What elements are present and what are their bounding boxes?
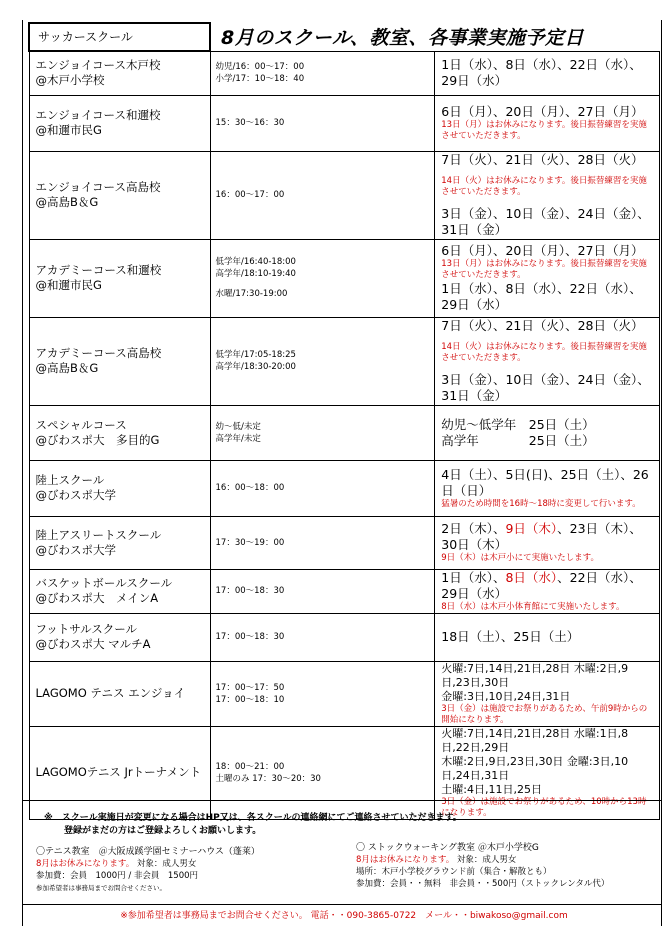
course-dates: 火曜:7日,14日,21日,28日 水曜:1日,8日,22日,29日 [441, 726, 629, 754]
tennis-rest: 8月はお休みになります。 [36, 859, 135, 869]
schedule-table [28, 22, 660, 820]
course-name: アカデミーコース和邇校 [35, 263, 162, 277]
course-time: 高学年/18:30-20:00 [215, 362, 296, 372]
course-note: 3日（金）は施設でお祭りがあるため、午前9時からの開始になります。 [441, 703, 648, 725]
course-venue: @びわスポ大 メインA [35, 591, 159, 605]
table-row [29, 516, 660, 569]
changed-date: 8日（水） [505, 569, 558, 585]
course-dates: 4日（土）、5日(日)、25日（土）、26日（日） [441, 466, 649, 498]
course-venue: @高島B＆G [35, 195, 99, 209]
course-time: 16：00～18：00 [215, 483, 285, 493]
table-row [29, 613, 660, 661]
course-dates: 18日（土）、25日（土） [441, 629, 580, 644]
course-note: 3日（金）は施設でお祭りがあるため、10時から13時になります。 [441, 796, 647, 818]
course-dates: 1日（水）、8日（水）、22日（水）、29日（水） [441, 57, 642, 88]
warning-line: 登録がまだの方はご登録よろしくお願いします。 [64, 826, 262, 836]
course-name: 陸上スクール [35, 473, 105, 487]
table-row [29, 317, 660, 405]
course-note: 猛暑のため時間を16時～18時に変更して行います。 [441, 498, 641, 509]
course-dates: 3日（金）、10日（金）、24日（金）、31日（金） [441, 372, 650, 403]
course-venue: @びわスポ大 多目的G [35, 432, 160, 447]
course-name: LAGOMO テニス エンジョイ [35, 686, 186, 700]
warning-line: ※ スクール実施日が変更になる場合はHP又は、各スクールの連絡網にてご連絡させていただきます。 [44, 813, 462, 823]
page-title: 8月のスクール、教室、各事業実施予定日 [221, 27, 584, 50]
contact-line: ※参加希望者は事務局までお問合せください。 電話・・090-3865-0722 メール・・biwakoso@gmail.com [120, 911, 568, 921]
table-row [29, 460, 660, 516]
table-row [29, 661, 660, 726]
date-text: 、22日（水）、29日（水） [441, 569, 642, 601]
course-dates: 6日（月）、20日（月）、27日（月） [441, 104, 644, 119]
walking-fee: 参加費：会員・・無料 非会員・・500円（ストックレンタル代） [356, 879, 610, 889]
course-dates: 土曜:4日,11日,25日 [441, 782, 542, 796]
course-time: 17：30～19：00 [215, 537, 285, 548]
course-dates [441, 570, 653, 602]
table-row [29, 569, 660, 613]
course-time: 17：00～18：10 [215, 694, 285, 705]
course-name: LAGOMOテニス Jrトーナメント [35, 765, 202, 779]
table-row [29, 95, 660, 151]
table-row [29, 151, 660, 239]
table-row [29, 405, 660, 460]
course-venue: @和邇市民G [35, 278, 102, 292]
course-venue: @和邇市民G [35, 123, 102, 137]
course-dates: 木曜:2日,9日,23日,30日 金曜:3日,10日,24日,31日 [441, 754, 629, 782]
course-venue: @高島B＆G [35, 361, 99, 375]
course-dates: 7日（火）、21日（火）、28日（火） [441, 152, 644, 167]
course-note: 9日（木）は木戸小にて実施いたします。 [441, 553, 599, 563]
course-venue: @びわスポ大学 [35, 488, 116, 502]
date-text: 、23日（木）、30日（木） [441, 521, 642, 552]
course-venue: @びわスポ大 マルチA [35, 637, 151, 651]
course-dates: 1日（水）、8日（水）、22日（水）、29日（水） [441, 281, 642, 312]
course-name: 陸上アスリートスクール [35, 527, 162, 542]
walking-heading: 〇 ストックウォーキング教室 ＠木戸小学校G [356, 843, 539, 853]
course-venue: @木戸小学校 [35, 73, 105, 88]
course-time: 小学/17：10～18：40 [215, 74, 305, 84]
table-row [29, 239, 660, 317]
course-time: 15：30～16：30 [215, 118, 285, 128]
course-time: 低学年/16:40-18:00 [215, 257, 296, 267]
course-name: バスケットボールスクール [35, 576, 173, 590]
tennis-heading: 〇テニス教室 ＠大阪成蹊学園セミナーハウス（蓬莱） [36, 847, 260, 857]
course-dates: 火曜:7日,14日,21日,28日 木曜:2日,9日,23日,30日 [441, 661, 629, 689]
walking-info [356, 842, 609, 890]
course-dates: 金曜:3日,10日,24日,31日 [441, 689, 571, 703]
course-time: 低学年/17:05-18:25 [215, 350, 296, 360]
course-time: 18：00～21：00 [215, 761, 285, 772]
course-time: 高学年/未定 [215, 433, 261, 444]
course-note: 8日（水）は木戸小体育館にて実施いたします。 [441, 601, 625, 612]
course-note: 13日（月）はお休みになります。後日振替練習を実施させていただきます。 [441, 120, 647, 141]
course-dates: 3日（金）、10日（金）、24日（金）、31日（金） [441, 206, 650, 237]
course-time: 17：00～18：30 [215, 632, 285, 642]
table-row [29, 726, 660, 819]
tennis-info [36, 846, 260, 894]
course-time: 17：00～18：30 [215, 586, 285, 596]
course-note: 13日（月）はお休みになります。後日振替練習を実施させていただきます。 [441, 259, 647, 280]
course-time: 17：00～17：50 [215, 682, 285, 693]
changed-date: 9日（木） [505, 521, 558, 536]
tennis-contact: 参加希望者は事務局までお問合せください。 [36, 884, 166, 892]
course-name: スペシャルコース [35, 417, 127, 432]
course-dates: 7日（火）、21日（火）、28日（火） [441, 318, 644, 333]
course-name: エンジョイコース木戸校 [35, 58, 161, 73]
walking-target: 対象：成人男女 [454, 855, 517, 865]
divider [22, 800, 661, 801]
tennis-fee: 参加費：会員 1000円 / 非会員 1500円 [36, 871, 199, 881]
course-time: 土曜のみ 17：30～20：30 [215, 773, 321, 784]
date-text: 1日（水）、 [441, 569, 506, 585]
course-time: 16：00～17：00 [215, 190, 285, 200]
course-time: 幼児/16：00～17：00 [215, 62, 305, 72]
course-venue: @びわスポ大学 [35, 542, 116, 557]
course-note: 14日（火）はお休みになります。後日振替練習を実施させていただきます。 [441, 342, 647, 363]
course-dates: 6日（月）、20日（月）、27日（月） [441, 243, 644, 258]
course-name: フットサルスクール [35, 622, 138, 636]
walking-rest: 8月はお休みになります。 [356, 855, 455, 865]
course-note: 14日（火）はお休みになります。後日振替練習を実施させていただきます。 [441, 176, 647, 197]
course-dates [441, 521, 653, 553]
divider [22, 904, 661, 905]
course-time: 幼～低/未定 [215, 421, 261, 432]
course-time: 水曜/17:30-19:00 [215, 289, 288, 299]
course-name: エンジョイコース高島校 [35, 180, 161, 194]
table-row [29, 51, 660, 95]
tennis-target: 対象：成人男女 [134, 859, 197, 869]
walking-place: 場所：木戸小学校グラウンド前（集合・解散とも） [356, 867, 552, 877]
course-name: アカデミーコース高島校 [35, 346, 162, 360]
course-name: エンジョイコース和邇校 [35, 108, 161, 122]
course-dates: 幼児～低学年 25日（土） [441, 416, 595, 432]
header-school: サッカースクール [29, 23, 210, 51]
course-time: 高学年/18:10-19:40 [215, 269, 296, 279]
warning-note [44, 812, 462, 838]
course-dates: 高学年 25日（土） [441, 432, 595, 448]
date-text: 2日（木）、 [441, 521, 506, 536]
